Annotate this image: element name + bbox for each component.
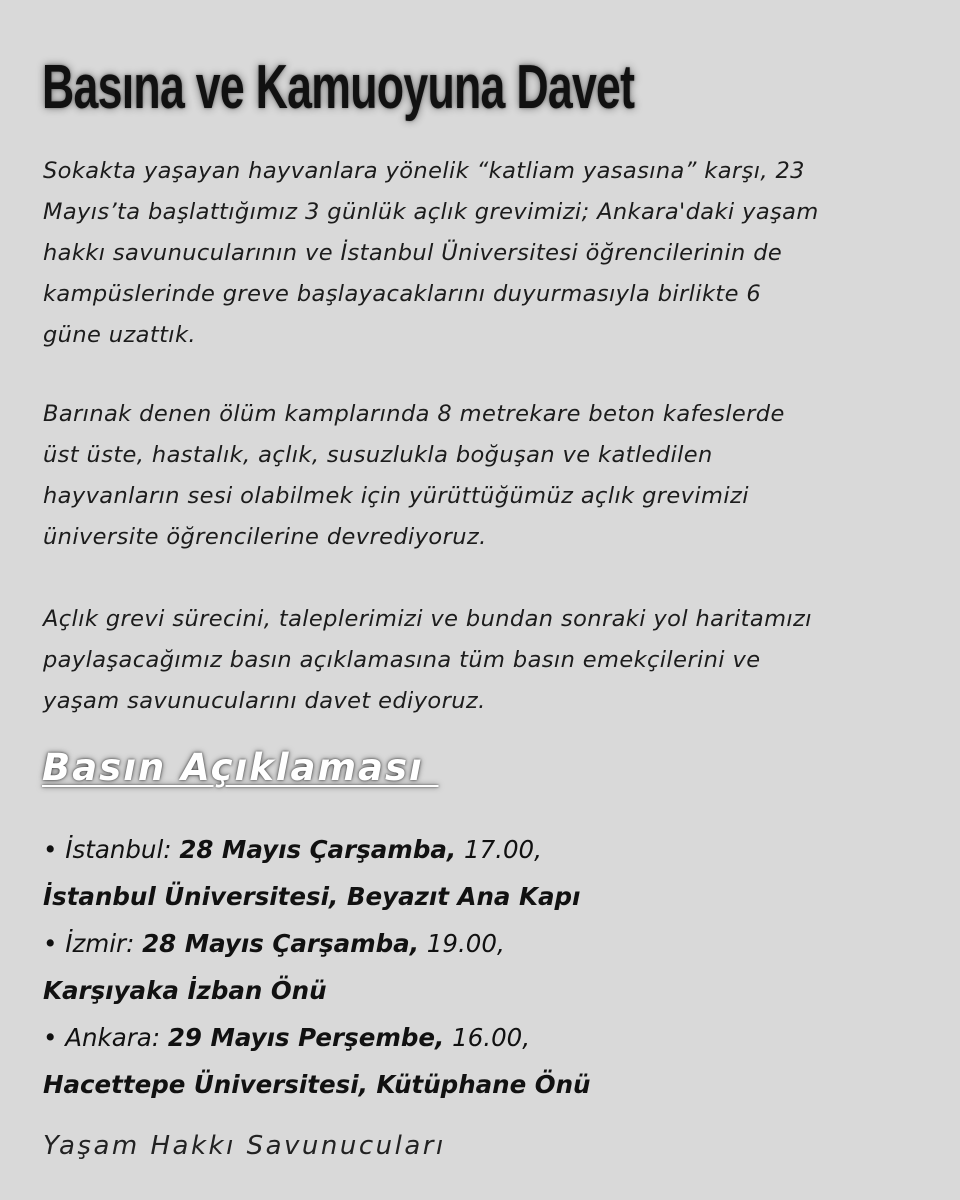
paragraph-line: Barınak denen ölüm kamplarında 8 metrekare beton kafeslerde (43, 401, 785, 427)
event-list (43, 826, 923, 1108)
event-date: 28 Mayıs Çarşamba, (142, 929, 420, 958)
event-location: Karşıyaka İzban Önü (43, 976, 327, 1005)
paragraph-hunger-strike (43, 151, 923, 356)
paragraph-line: paylaşacağımız basın açıklamasına tüm basın emekçilerini ve (43, 647, 761, 673)
event-city: • İzmir: (43, 929, 143, 958)
paragraph-line: yaşam savunucularını davet ediyoruz. (43, 688, 486, 714)
event-date: 28 Mayıs Çarşamba, (179, 835, 457, 864)
paragraph-line: güne uzattık. (43, 322, 196, 348)
signature: Yaşam Hakkı Savunucuları (43, 1131, 446, 1161)
paragraph-line: kampüslerinde greve başlayacaklarını duyurmasıyla birlikte 6 (43, 281, 762, 307)
paragraph-line: Mayıs’ta başlattığımız 3 günlük açlık grevimizi; Ankara'daki yaşam (43, 199, 819, 225)
event-time: 16.00, (444, 1023, 531, 1052)
event-ankara (43, 1014, 923, 1061)
paragraph-line: Sokakta yaşayan hayvanlara yönelik “katliam yasasına” karşı, 23 (43, 158, 805, 184)
paragraph-shelters (43, 394, 923, 558)
paragraph-invitation (43, 599, 923, 722)
press-statement-heading: Basın Açıklaması (42, 746, 439, 789)
event-istanbul (43, 826, 923, 873)
paragraph-line: hakkı savunucularının ve İstanbul Üniversitesi öğrencilerinin de (43, 240, 783, 266)
event-izmir (43, 920, 923, 967)
event-city: • İstanbul: (43, 835, 180, 864)
page-title: Basına ve Kamuoyuna Davet (42, 53, 635, 122)
paragraph-line: Açlık grevi sürecini, taleplerimizi ve bundan sonraki yol haritamızı (43, 606, 812, 632)
event-location: Hacettepe Üniversitesi, Kütüphane Önü (43, 1070, 591, 1099)
paragraph-line: üst üste, hastalık, açlık, susuzlukla boğuşan ve katledilen (43, 442, 713, 468)
event-time: 19.00, (419, 929, 505, 958)
event-date: 29 Mayıs Perşembe, (167, 1023, 445, 1052)
event-city: • Ankara: (43, 1023, 168, 1052)
event-location: İstanbul Üniversitesi, Beyazıt Ana Kapı (43, 882, 581, 911)
event-time: 17.00, (456, 835, 542, 864)
paragraph-line: hayvanların sesi olabilmek için yürüttüğümüz açlık grevimizi (43, 483, 749, 509)
paragraph-line: üniversite öğrencilerine devrediyoruz. (43, 524, 487, 550)
